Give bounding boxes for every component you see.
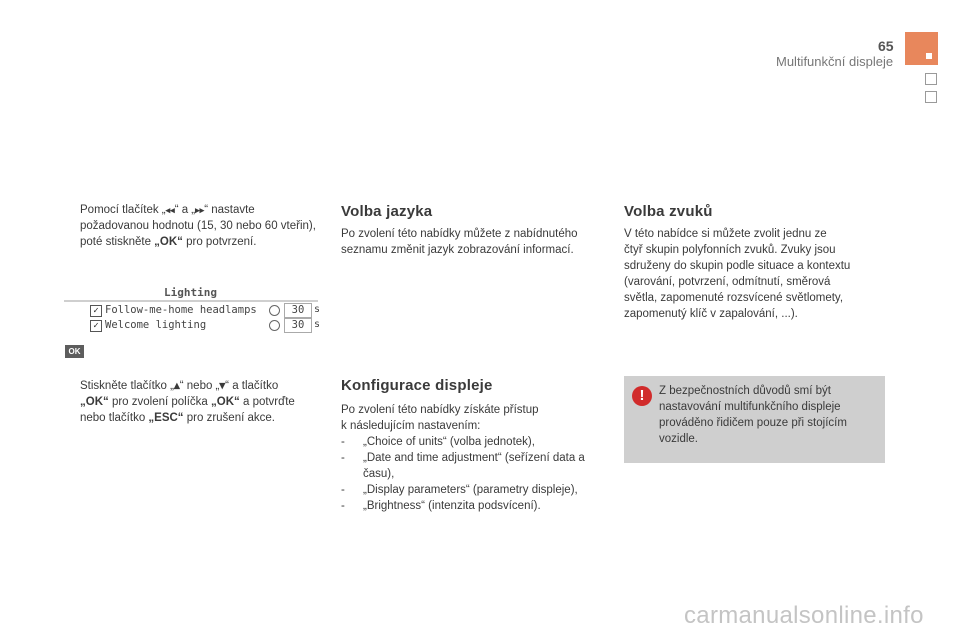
arrow-down-icon: ▾ xyxy=(219,380,226,392)
screen-row-welcome-lighting xyxy=(90,319,321,334)
checkbox-icon: ✓ xyxy=(90,305,102,317)
bullet-1-line-1: Pomocí tlačítek „◂◂“ a „▸▸“ nastavte xyxy=(80,204,255,216)
sounds-line: světla, zapomenuté rozsvícené světlomety, xyxy=(624,292,844,304)
sounds-line: čtyř skupin polyfonních zvuků. Zvuky jsou xyxy=(624,244,836,256)
language-paragraph xyxy=(341,226,611,258)
arrow-left-icon: ◂◂ xyxy=(165,205,175,215)
screen-row-label: Follow-me-home headlamps xyxy=(105,304,257,316)
warning-line: vozidle. xyxy=(659,433,698,445)
language-heading: Volba jazyka xyxy=(341,203,433,220)
warning-line: prováděno řidičem pouze při stojícím xyxy=(659,417,847,429)
watermark: carmanualsonline.info xyxy=(684,602,924,629)
warning-line: nastavování multifunkčního displeje xyxy=(659,401,841,413)
warning-line: Z bezpečnostních důvodů smí být xyxy=(659,385,831,397)
arrow-right-icon: ▸▸ xyxy=(195,205,205,215)
warning-text xyxy=(659,383,869,447)
display-intro-line-1: Po zvolení této nabídky získáte přístup xyxy=(341,404,539,416)
safety-warning-box xyxy=(624,376,885,463)
language-line-1: Po zvolení této nabídky můžete z nabídnutého xyxy=(341,228,578,240)
list-item: - „Choice of units“ (volba jednotek), xyxy=(341,436,535,448)
warning-icon: ! xyxy=(632,386,652,406)
list-item: - „Brightness“ (intenzita podsvícení). xyxy=(341,500,541,512)
clock-icon xyxy=(269,320,280,331)
display-intro-line-2: k následujícím nastavením: xyxy=(341,420,481,432)
clock-icon xyxy=(269,305,280,316)
language-line-2: seznamu změnit jazyk zobrazování informací. xyxy=(341,244,574,256)
checkbox-icon: ✓ xyxy=(90,320,102,332)
screen-ok-button: OK xyxy=(65,345,84,358)
section-title: Multifunkční displeje xyxy=(776,54,894,69)
sounds-line: zapomenutý klíč v zapalování, ...). xyxy=(624,308,798,320)
bullet-2-line-3: nebo tlačítko „ESC“ pro zrušení akce. xyxy=(80,412,275,424)
bullet-1-text xyxy=(80,202,330,250)
sounds-heading: Volba zvuků xyxy=(624,203,713,220)
chapter-tab-mark xyxy=(926,53,932,59)
sounds-paragraph xyxy=(624,226,894,322)
screen-row-unit: s xyxy=(314,319,321,330)
bullet-2-line-1: Stiskněte tlačítko „▴“ nebo „▾“ a tlačítko xyxy=(80,380,279,392)
screen-row-follow-me-home xyxy=(90,304,321,319)
bullet-2-text xyxy=(80,378,330,426)
display-settings-list xyxy=(341,434,611,514)
screen-row-value: 30 xyxy=(284,303,312,318)
screen-row-unit: s xyxy=(314,304,321,315)
bullet-1-line-3: poté stiskněte „OK“ pro potvrzení. xyxy=(80,236,257,248)
bullet-2-line-2: „OK“ pro zvolení políčka „OK“ a potvrďte xyxy=(80,396,295,408)
chapter-index-box-1 xyxy=(925,73,937,85)
page-number: 65 xyxy=(878,38,894,54)
screen-row-value: 30 xyxy=(284,318,312,333)
display-config-paragraph xyxy=(341,402,611,514)
screen-row-label: Welcome lighting xyxy=(105,319,207,331)
bullet-1-line-2: požadovanou hodnotu (15, 30 nebo 60 vteřin), xyxy=(80,220,316,232)
screen-title: Lighting xyxy=(164,286,217,299)
lighting-screen-image xyxy=(64,286,321,336)
screen-divider xyxy=(64,300,318,302)
sounds-line: sdruženy do skupin podle situace a kontextu xyxy=(624,260,851,272)
sounds-line: V této nabídce si můžete zvolit jednu ze xyxy=(624,228,827,240)
chapter-tab xyxy=(905,32,938,65)
list-item: - „Display parameters“ (parametry displeje), xyxy=(341,484,578,496)
arrow-up-icon: ▴ xyxy=(173,380,180,392)
sounds-line: (varování, potvrzení, odmítnutí, směrová xyxy=(624,276,831,288)
chapter-index-box-2 xyxy=(925,91,937,103)
display-config-heading: Konfigurace displeje xyxy=(341,377,493,394)
list-item: - „Date and time adjustment“ (seřízení data a času), xyxy=(341,452,585,480)
